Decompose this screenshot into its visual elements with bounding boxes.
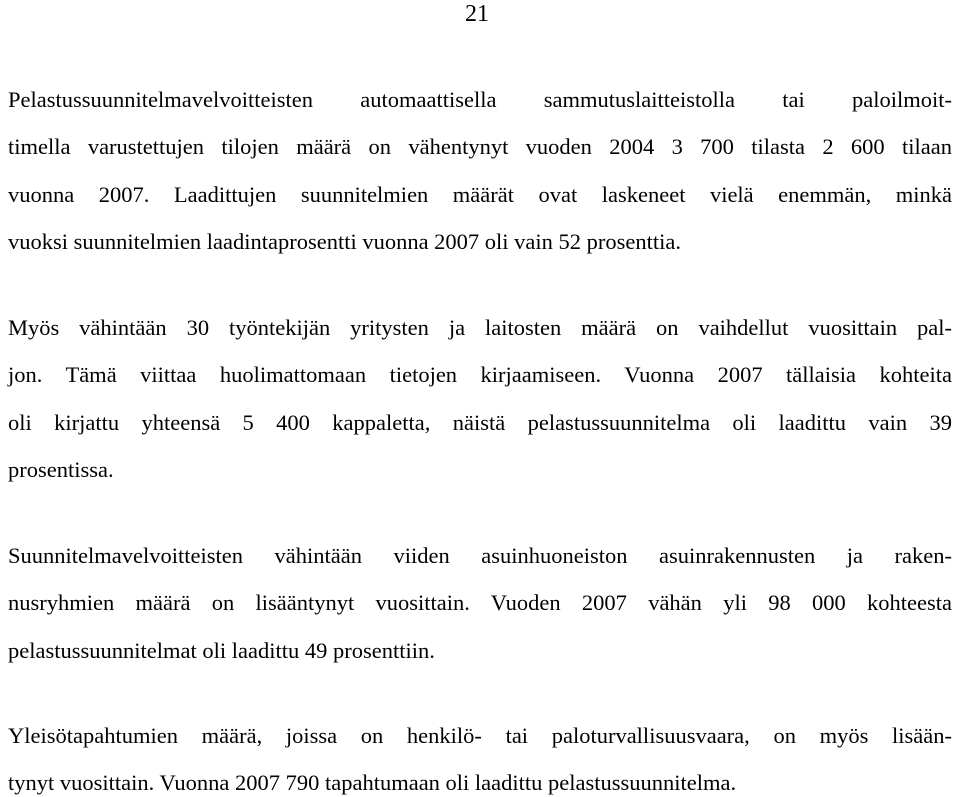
paragraph-line: prosentissa. <box>8 457 114 482</box>
paragraph-line: pelastussuunnitelmat oli laadittu 49 prosenttiin. <box>8 638 435 663</box>
paragraph-line: vuonna 2007. Laadittujen suunnitelmien määrät ovat laskeneet vielä enemmän, minkä <box>8 182 952 207</box>
paragraph-line: jon. Tämä viittaa huolimattomaan tietojen kirjaamiseen. Vuonna 2007 tällaisia kohteita <box>8 362 952 387</box>
paragraph-line: timella varustettujen tilojen määrä on vähentynyt vuoden 2004 3 700 tilasta 2 600 tilaan <box>8 134 952 159</box>
paragraph-line: Pelastussuunnitelmavelvoitteisten automaattisella sammutuslaitteistolla tai paloilmoit- <box>8 87 952 112</box>
page-number: 21 <box>465 1 489 27</box>
paragraph-line: vuoksi suunnitelmien laadintaprosentti vuonna 2007 oli vain 52 prosenttia. <box>8 229 682 254</box>
paragraph-line: nusryhmien määrä on lisääntynyt vuosittain. Vuoden 2007 vähän yli 98 000 kohteesta <box>8 590 952 615</box>
paragraph-line: Suunnitelmavelvoitteisten vähintään viiden asuinhuoneiston asuinrakennusten ja raken- <box>8 543 952 568</box>
paragraph-line: Myös vähintään 30 työntekijän yritysten ja laitosten määrä on vaihdellut vuosittain pal- <box>8 315 952 340</box>
paragraph-line: Yleisötapahtumien määrä, joissa on henkilö- tai paloturvallisuusvaara, on myös lisään- <box>8 723 952 748</box>
paragraph-line: oli kirjattu yhteensä 5 400 kappaletta, näistä pelastussuunnitelma oli laadittu vain 39 <box>8 410 952 435</box>
paragraph-line: tynyt vuosittain. Vuonna 2007 790 tapahtumaan oli laadittu pelastussuunnitelma. <box>8 770 737 795</box>
